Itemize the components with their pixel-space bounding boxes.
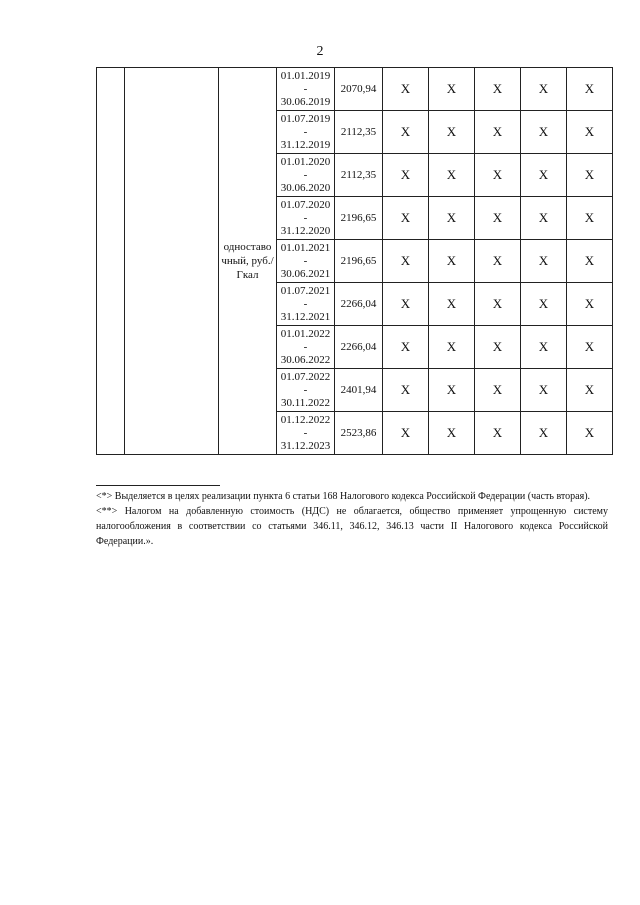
x-mark-cell: X (429, 154, 475, 197)
x-mark-cell: X (429, 240, 475, 283)
x-mark-cell: X (521, 283, 567, 326)
period-separator: - (303, 125, 308, 138)
empty-column-cell (97, 68, 125, 455)
x-mark-cell: X (429, 412, 475, 455)
period-cell (277, 369, 335, 412)
footnote-divider (96, 485, 220, 486)
x-mark-cell: X (567, 283, 613, 326)
tariff-table (96, 67, 613, 455)
x-mark-cell: X (475, 68, 521, 111)
x-mark-cell: X (383, 197, 429, 240)
x-mark-cell: X (383, 111, 429, 154)
x-mark-cell: X (429, 326, 475, 369)
x-mark-cell: X (567, 111, 613, 154)
tariff-value-cell: 2401,94 (335, 369, 383, 412)
x-mark-cell: X (521, 197, 567, 240)
x-mark-cell: X (429, 68, 475, 111)
unit-cell: одноставо чный, руб./Гкал (219, 68, 277, 455)
footnote-1: <*> Выделяется в целях реализации пункта 6 статьи 168 Налогового кодекса Российской Федерации (часть вторая). (96, 491, 591, 502)
period-start: 01.01.2022 (280, 327, 331, 340)
period-separator: - (303, 168, 308, 181)
x-mark-cell: X (383, 412, 429, 455)
period-cell (277, 111, 335, 154)
x-mark-cell: X (475, 369, 521, 412)
period-end: 30.06.2022 (280, 353, 331, 366)
period-separator: - (303, 297, 308, 310)
x-mark-cell: X (567, 369, 613, 412)
period-separator: - (303, 383, 308, 396)
x-mark-cell: X (383, 326, 429, 369)
x-mark-cell: X (429, 197, 475, 240)
period-end: 31.12.2023 (280, 439, 331, 452)
empty-column-cell (125, 68, 219, 455)
x-mark-cell: X (521, 240, 567, 283)
period-cell (277, 326, 335, 369)
x-mark-cell: X (521, 154, 567, 197)
period-start: 01.01.2019 (280, 69, 331, 82)
page-number: 2 (316, 44, 324, 59)
x-mark-cell: X (475, 283, 521, 326)
x-mark-cell: X (475, 326, 521, 369)
tariff-value-cell: 2266,04 (335, 326, 383, 369)
period-start: 01.12.2022 (280, 413, 331, 426)
period-separator: - (303, 426, 308, 439)
tariff-value-cell: 2523,86 (335, 412, 383, 455)
x-mark-cell: X (567, 326, 613, 369)
period-separator: - (303, 254, 308, 267)
period-cell (277, 68, 335, 111)
x-mark-cell: X (475, 111, 521, 154)
period-end: 30.06.2019 (280, 95, 331, 108)
x-mark-cell: X (383, 240, 429, 283)
x-mark-cell: X (521, 412, 567, 455)
tariff-table-body (97, 68, 613, 455)
x-mark-cell: X (521, 111, 567, 154)
x-mark-cell: X (383, 154, 429, 197)
x-mark-cell: X (567, 68, 613, 111)
period-start: 01.01.2020 (280, 155, 331, 168)
period-cell (277, 412, 335, 455)
table-row (97, 68, 613, 111)
x-mark-cell: X (567, 154, 613, 197)
footnotes (96, 489, 608, 549)
period-separator: - (303, 82, 308, 95)
period-start: 01.07.2020 (280, 198, 331, 211)
x-mark-cell: X (567, 240, 613, 283)
x-mark-cell: X (521, 369, 567, 412)
tariff-value-cell: 2112,35 (335, 111, 383, 154)
period-cell (277, 283, 335, 326)
period-cell (277, 154, 335, 197)
tariff-value-cell: 2112,35 (335, 154, 383, 197)
x-mark-cell: X (429, 283, 475, 326)
period-start: 01.07.2022 (280, 370, 331, 383)
period-end: 31.12.2020 (280, 224, 331, 237)
x-mark-cell: X (383, 369, 429, 412)
x-mark-cell: X (521, 326, 567, 369)
period-end: 31.12.2021 (280, 310, 331, 323)
period-cell (277, 240, 335, 283)
period-end: 30.06.2020 (280, 181, 331, 194)
period-separator: - (303, 340, 308, 353)
x-mark-cell: X (475, 197, 521, 240)
period-start: 01.07.2019 (280, 112, 331, 125)
period-start: 01.01.2021 (280, 241, 331, 254)
tariff-value-cell: 2196,65 (335, 240, 383, 283)
period-cell (277, 197, 335, 240)
period-end: 31.12.2019 (280, 138, 331, 151)
period-end: 30.11.2022 (280, 396, 331, 409)
x-mark-cell: X (429, 111, 475, 154)
tariff-value-cell: 2266,04 (335, 283, 383, 326)
x-mark-cell: X (521, 68, 567, 111)
x-mark-cell: X (383, 68, 429, 111)
x-mark-cell: X (475, 412, 521, 455)
tariff-value-cell: 2196,65 (335, 197, 383, 240)
period-separator: - (303, 211, 308, 224)
x-mark-cell: X (567, 412, 613, 455)
footnote-2: <**> Налогом на добавленную стоимость (НДС) не облагается, общество применяет упрощенную систему налогообложения в соответствии со статьями 346.11, 346.12, 346.13 части II Налогового кодекса Российской Федерации.». (96, 506, 608, 547)
x-mark-cell: X (567, 197, 613, 240)
period-start: 01.07.2021 (280, 284, 331, 297)
x-mark-cell: X (475, 154, 521, 197)
period-end: 30.06.2021 (280, 267, 331, 280)
x-mark-cell: X (429, 369, 475, 412)
x-mark-cell: X (383, 283, 429, 326)
x-mark-cell: X (475, 240, 521, 283)
tariff-value-cell: 2070,94 (335, 68, 383, 111)
